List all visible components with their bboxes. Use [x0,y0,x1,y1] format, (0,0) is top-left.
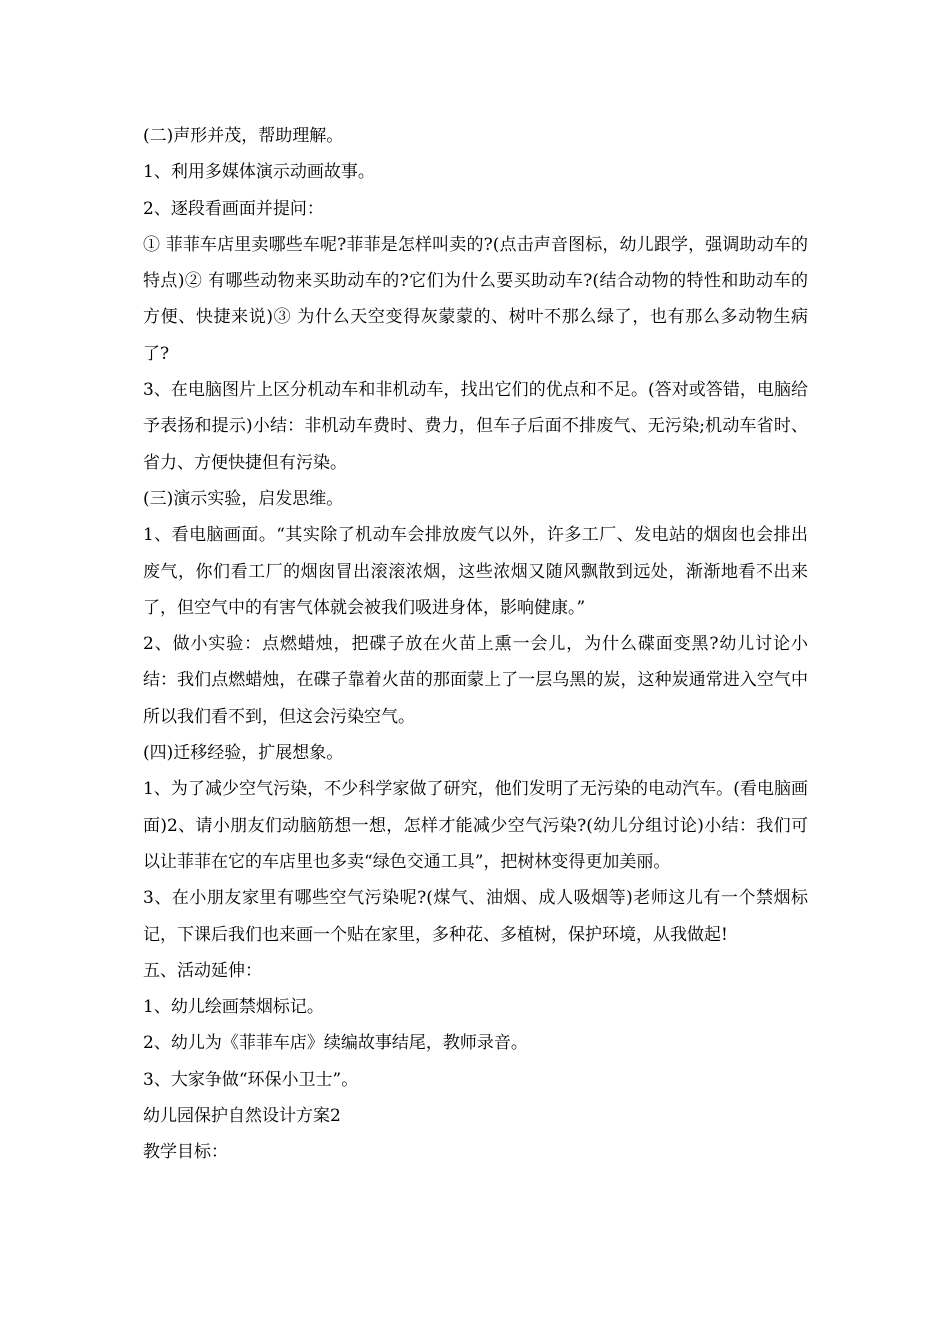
paragraph: 2、做小实验：点燃蜡烛，把碟子放在火苗上熏一会儿，为什么碟面变黑?幼儿讨论小结：我们点燃蜡烛，在碟子靠着火苗的那面蒙上了一层乌黑的炭，这种炭通常进入空气中所以我们看不到，但这会污染空气。 [143,634,808,727]
section-heading-3: (三)演示实验，启发思维。 [143,488,344,509]
paragraph: 3、在电脑图片上区分机动车和非机动车，找出它们的优点和不足。(答对或答错，电脑给予表扬和提示)小结：非机动车费时、费力，但车子后面不排废气、无污染;机动车省时、省力、方便快捷但有污染。 [143,380,808,473]
paragraph: 1、为了减少空气污染，不少科学家做了研究，他们发明了无污染的电动汽车。(看电脑画面)2、请小朋友们动脑筋想一想，怎样才能减少空气污染?(幼儿分组讨论)小结：我们可以让菲菲在它的车店里也多卖“绿色交通工具”，把树林变得更加美丽。 [143,779,808,872]
paragraph: ① 菲菲车店里卖哪些车呢?菲菲是怎样叫卖的?(点击声音图标，幼儿跟学，强调助动车的特点)② 有哪些动物来买助动车的?它们为什么要买助动车?(结合动物的特性和助动车的方便、快捷来说)③ 为什么天空变得灰蒙蒙的、树叶不那么绿了，也有那么多动物生病了? [143,234,808,364]
document-title-2: 幼儿园保护自然设计方案2 [143,1106,341,1127]
paragraph: 2、逐段看画面并提问： [143,198,324,219]
paragraph: 1、看电脑画面。“其实除了机动车会排放废气以外，许多工厂、发电站的烟囱也会排出废气，你们看工厂的烟囱冒出滚滚浓烟，这些浓烟又随风飘散到远处，渐渐地看不出来了，但空气中的有害气体就会被我们吸进身体，影响健康。” [143,525,808,618]
document-body [143,118,808,1171]
section-heading-4: (四)迁移经验，扩展想象。 [143,743,344,764]
paragraph: 1、幼儿绘画禁烟标记。 [143,997,324,1018]
section-heading-2: (二)声形并茂，帮助理解。 [143,126,344,146]
paragraph: 2、幼儿为《菲菲车店》续编故事结尾，教师录音。 [143,1033,528,1054]
paragraph: 教学目标： [143,1142,228,1163]
paragraph: 3、在小朋友家里有哪些空气污染呢?(煤气、油烟、成人吸烟等)老师这儿有一个禁烟标记，下课后我们也来画一个贴在家里，多种花、多植树，保护环境，从我做起! [143,888,808,945]
paragraph: 1、利用多媒体演示动画故事。 [143,162,375,183]
section-heading-5: 五、活动延伸： [143,960,262,981]
paragraph: 3、大家争做“环保小卫士”。 [143,1069,359,1090]
